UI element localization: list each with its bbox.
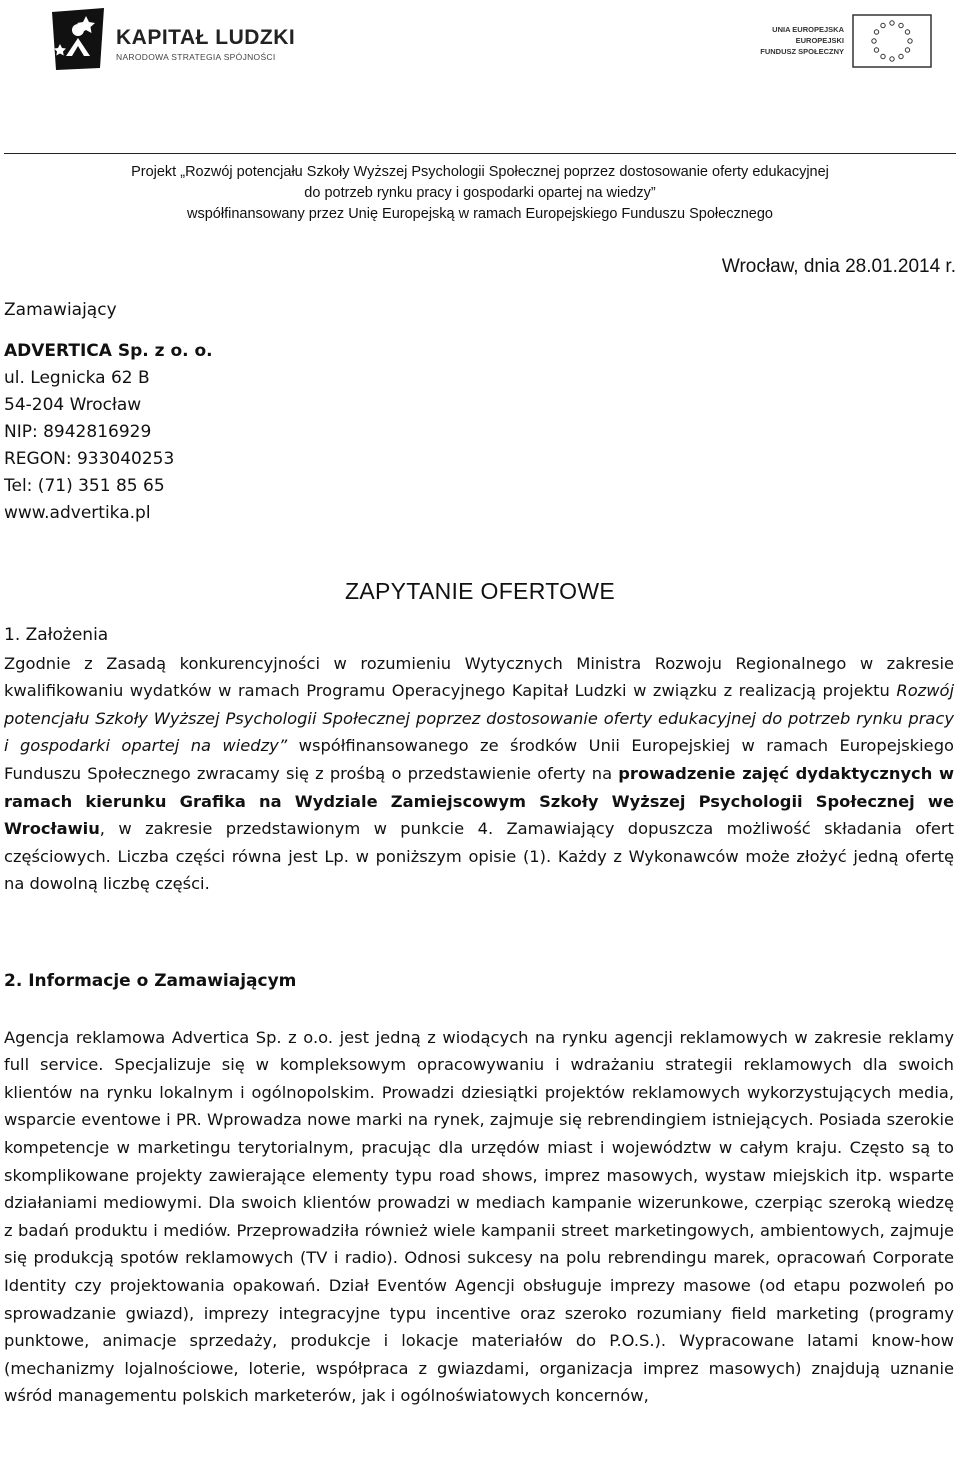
section-assumptions-heading: 1. Założenia (4, 625, 109, 645)
header-divider (4, 153, 956, 154)
section-assumptions-project-name: Rozwój potencjału Szkoły Wyższej Psychologii Społecznej poprzez dostosowanie oferty edukacyjnej do potrzeb rynku pracy i gospodarki opartej na wiedzy” (4, 681, 954, 756)
section-assumptions-body (4, 650, 954, 898)
ordering-party-label: Zamawiający (4, 300, 117, 320)
ordering-party-regon: REGON: 933040253 (4, 449, 175, 469)
eu-logo (752, 14, 932, 70)
section-assumptions-text-3: , w zakresie przedstawionym w punkcie 4. Zamawiający dopuszcza możliwość składania ofert częściowych. Liczba części równa jest Lp. w poniższym opisie (1). Każdy z Wykonawców może złożyć jedną ofertę na dowolną liczbę części. (4, 819, 954, 894)
eu-flag-icon (852, 14, 932, 68)
eu-logo-line2: EUROPEJSKI (795, 36, 844, 45)
ordering-party-nip: NIP: 8942816929 (4, 422, 152, 442)
ordering-party-street: ul. Legnicka 62 B (4, 368, 150, 388)
ordering-party-www: www.advertika.pl (4, 503, 151, 523)
section-ordering-info-body: Agencja reklamowa Advertica Sp. z o.o. jest jedną z wiodących na rynku agencji reklamowych w zakresie reklamy full service. Specjalizuje się w kompleksowym opracowywaniu i wdrażaniu strategii reklamowych dla swoich klientów na rynku lokalnym i ogólnopolskim. Prowadzi dziesiątki projektów reklamowych wykorzystujących media, wsparcie eventowe i PR. Wprowadza nowe marki na rynek, zajmuje się rebrendingiem istniejących. Posiada szerokie kompetencje w marketingu terytorialnym, pracując dla urzędów miast i województw w całym kraju. Często są to skomplikowane projekty zawierające elementy typu road shows, imprez masowych, wystaw miejskich itp. wsparte działaniami mediowymi. Dla swoich klientów prowadzi w mediach kampanie wizerunkowe, czerpiąc szeroką wiedzę z badań produktu i mediów. Przeprowadziła również wiele kampanii street marketingowych, ambientowych, zajmuje się produkcją spotów reklamowych (TV i radio). Odnosi sukcesy na polu rebrendingu marek, opracowań Corporate Identity czy projektowania opakowań. Dział Eventów Agencji obsługuje imprezy masowe (od etapu pozwoleń po sprowadzanie gwiazd), imprezy integracyjne typu incentive oraz szeroko rozumiany field marketing (programy punktowe, animacje sprzedaży, produkcje i lokacje materiałów do P.O.S.). Wypracowane latami know-how (mechanizmy lojalnościowe, loterie, współpraca z gwiazdami, organizacja imprez masowych) znajdują uznanie wśród managementu polskich marketerów, jak i ogólnoświatowych koncernów, (4, 1027, 954, 1406)
kapital-ludzki-subtitle: NARODOWA STRATEGIA SPÓJNOŚCI (116, 52, 276, 62)
section-assumptions-text-2: współfinansowanego ze środków Unii Europejskiej w ramach Europejskiego Funduszu Społecznego zwracamy się z prośbą o przedstawienie oferty na (4, 736, 954, 783)
ordering-party-company: ADVERTICA Sp. z o. o. (4, 341, 213, 361)
ordering-party-tel: Tel: (71) 351 85 65 (4, 476, 165, 496)
kapital-ludzki-logo (48, 6, 308, 76)
ordering-party-block (4, 297, 213, 527)
project-info-line3: współfinansowany przez Unię Europejską w ramach Europejskiego Funduszu Społecznego (187, 206, 773, 222)
document-title: ZAPYTANIE OFERTOWE (345, 578, 615, 604)
eu-logo-line3: FUNDUSZ SPOŁECZNY (760, 47, 844, 56)
section-ordering-info-heading: 2. Informacje o Zamawiającym (4, 971, 297, 991)
eu-logo-text (752, 24, 844, 57)
section-assumptions-text-1: Zgodnie z Zasadą konkurencyjności w rozumieniu Wytycznych Ministra Rozwoju Regionalnego w zakresie kwalifikowaniu wydatków w ramach Programu Operacyjnego Kapitał Ludzki w związku z realizacją projektu (4, 653, 954, 701)
section-assumptions (4, 622, 954, 898)
eu-logo-line1: UNIA EUROPEJSKA (772, 25, 844, 34)
project-info (10, 162, 950, 225)
project-info-line2: do potrzeb rynku pracy i gospodarki opartej na wiedzy” (304, 185, 656, 201)
ordering-party-city: 54-204 Wrocław (4, 395, 142, 415)
section-ordering-info (4, 968, 954, 1410)
project-info-line1: Projekt „Rozwój potencjału Szkoły Wyższej Psychologii Społecznej poprzez dostosowanie oferty edukacyjnej (131, 164, 829, 180)
section-assumptions-scope: prowadzenie zajęć dydaktycznych w ramach kierunku Grafika na Wydziale Zamiejscowym Szkoły Wyższej Psychologii Społecznej we Wrocławiu (4, 763, 954, 839)
kapital-ludzki-title: KAPITAŁ LUDZKI (116, 26, 296, 49)
kapital-ludzki-emblem-icon (48, 6, 108, 72)
document-date: Wrocław, dnia 28.01.2014 r. (721, 256, 956, 277)
header-logos (0, 0, 960, 80)
